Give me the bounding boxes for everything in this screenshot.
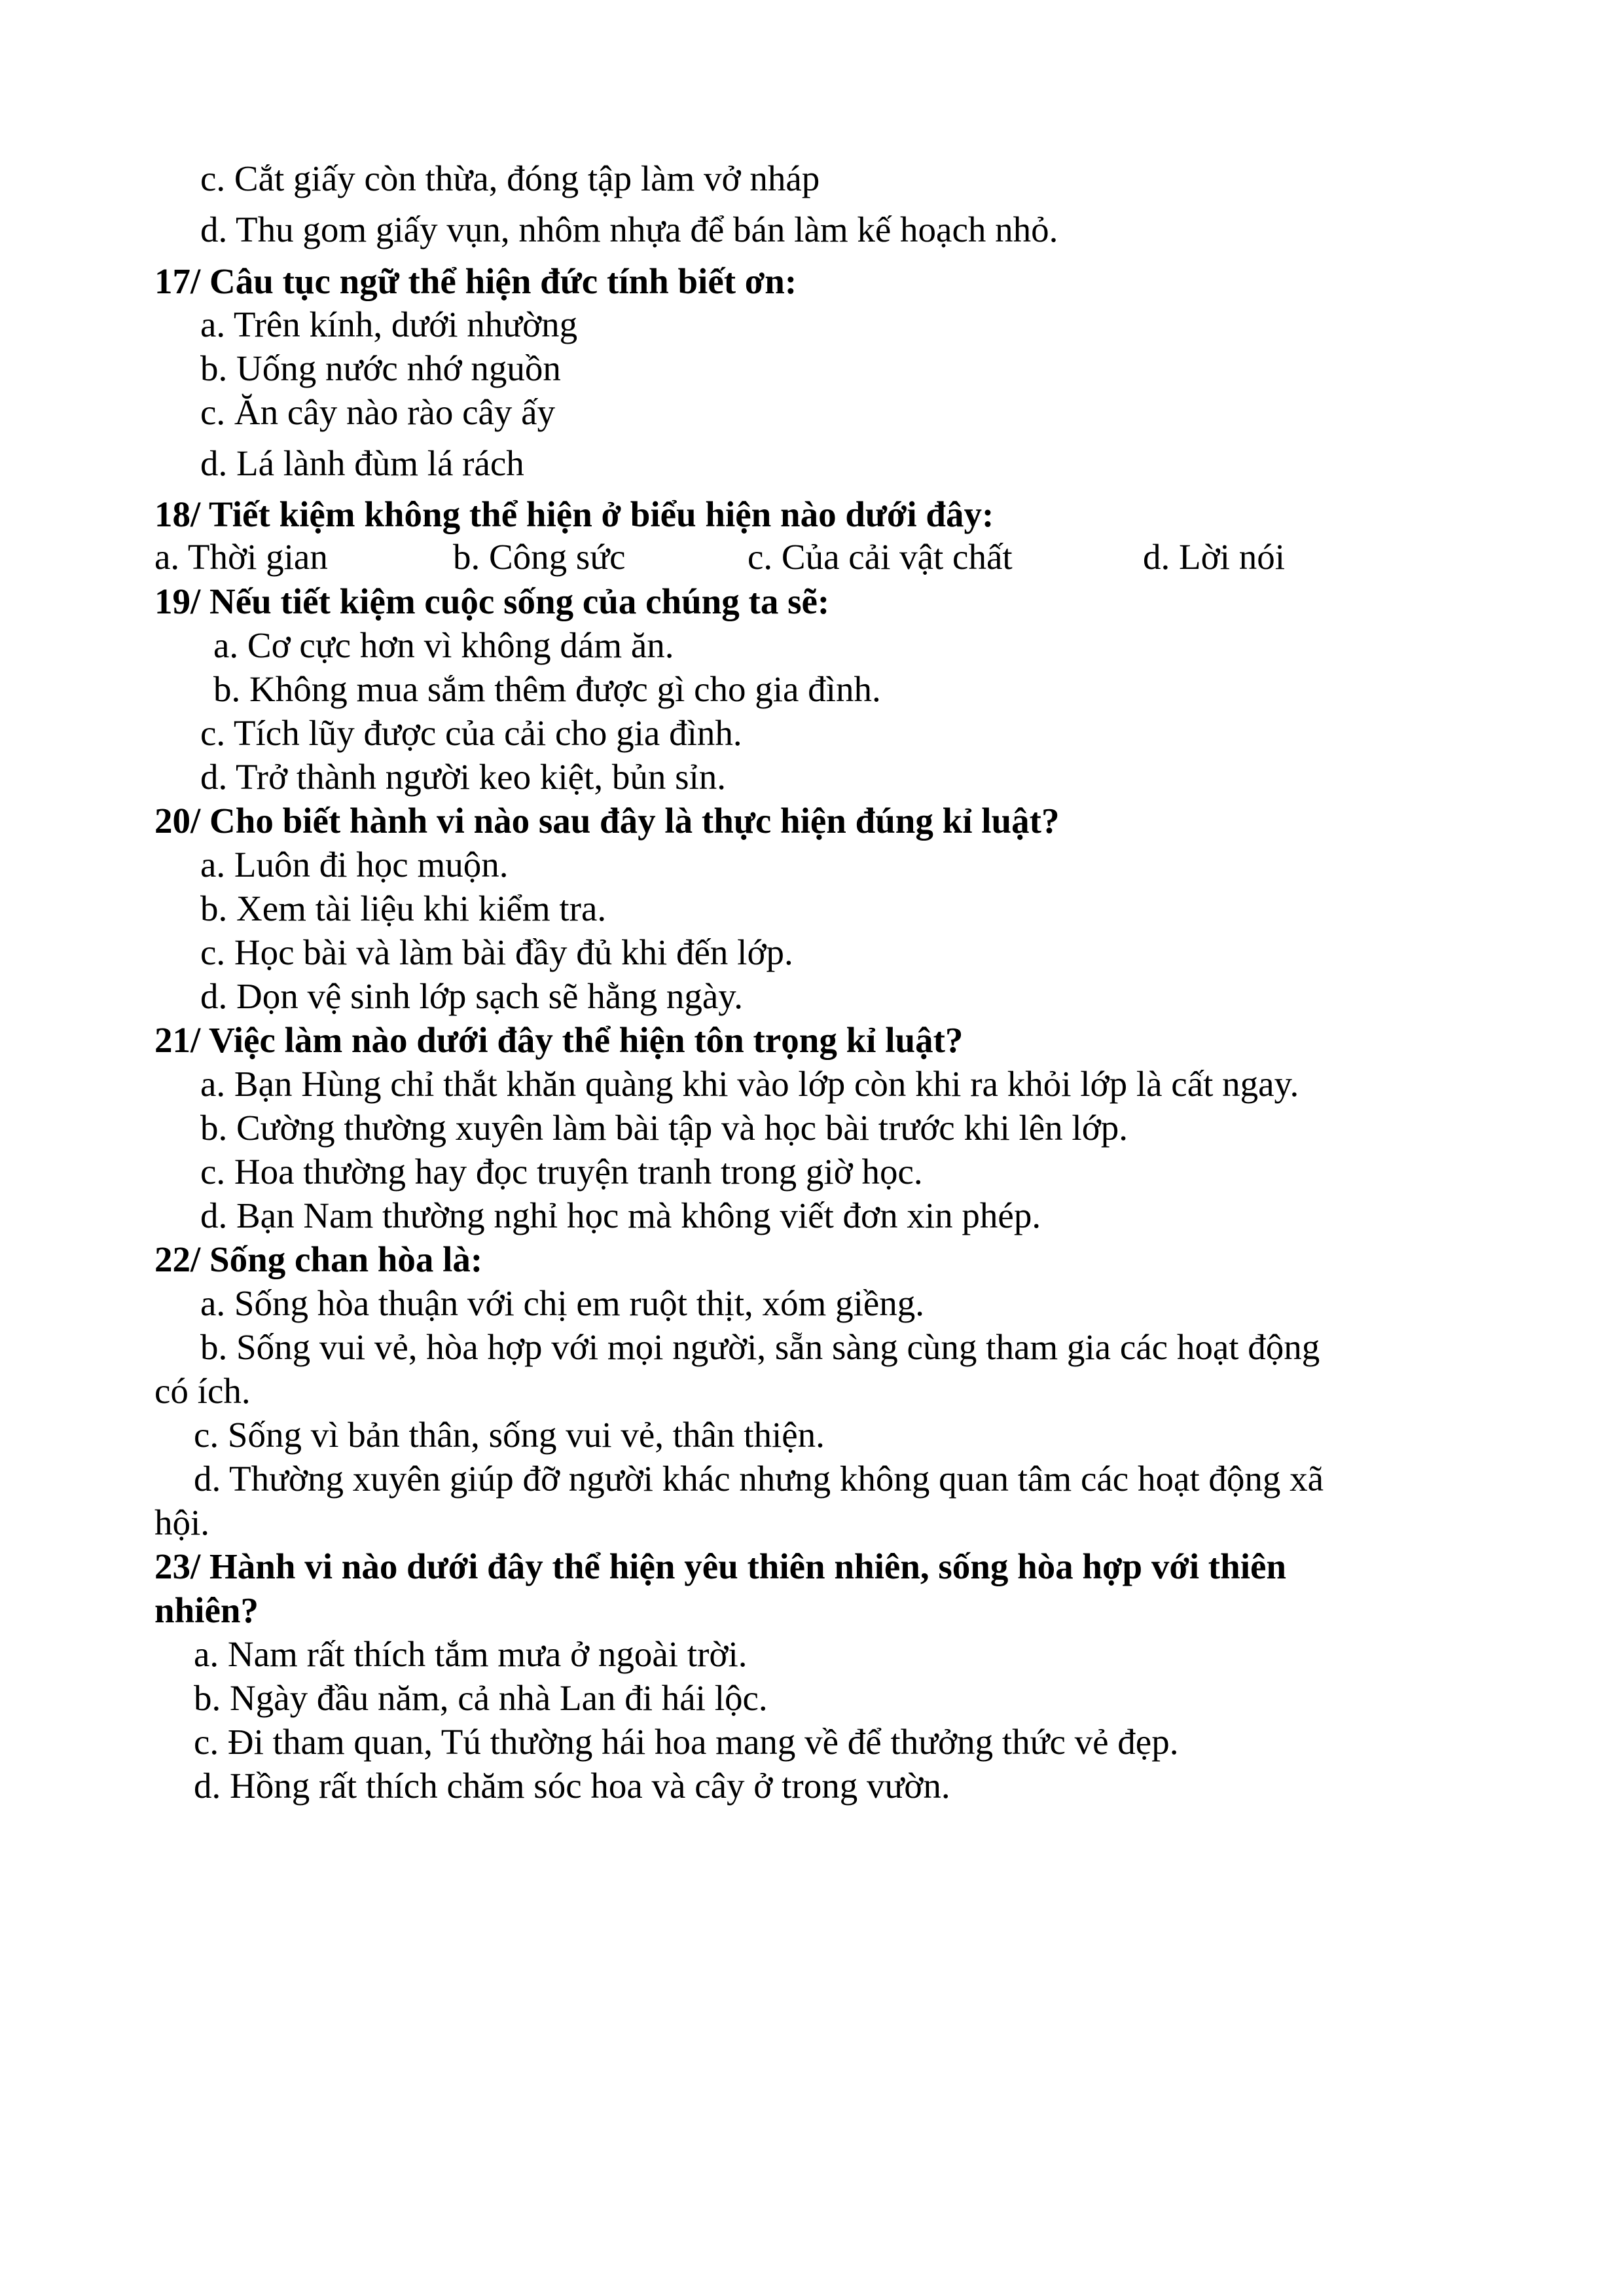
q22-option-d-continued: hội. <box>154 1503 210 1542</box>
q21-option-a: a. Bạn Hùng chỉ thắt khăn quàng khi vào lớp còn khi ra khỏi lớp là cất ngay. <box>200 1064 1299 1104</box>
q23-option-d: d. Hồng rất thích chăm sóc hoa và cây ở trong vườn. <box>194 1766 950 1806</box>
q20-option-a: a. Luôn đi học muộn. <box>200 845 509 884</box>
q18-option-d: d. Lời nói <box>1143 537 1285 577</box>
q20-option-d: d. Dọn vệ sinh lớp sạch sẽ hằng ngày. <box>200 976 743 1016</box>
q23-option-a: a. Nam rất thích tắm mưa ở ngoài trời. <box>194 1634 748 1674</box>
q20-option-b: b. Xem tài liệu khi kiểm tra. <box>200 888 607 928</box>
q17-option-a: a. Trên kính, dưới nhường <box>200 304 578 344</box>
q17-option-c: c. Ăn cây nào rào cây ấy <box>200 392 556 432</box>
q21-option-c: c. Hoa thường hay đọc truyện tranh trong giờ học. <box>200 1152 923 1192</box>
q23-option-c: c. Đi tham quan, Tú thường hái hoa mang về để thưởng thức vẻ đẹp. <box>194 1722 1179 1762</box>
q19-option-c: c. Tích lũy được của cải cho gia đình. <box>200 713 742 753</box>
q22-option-d: d. Thường xuyên giúp đỡ người khác nhưng không quan tâm các hoạt động xã <box>194 1459 1324 1499</box>
q21-option-b: b. Cường thường xuyên làm bài tập và học bài trước khi lên lớp. <box>200 1108 1128 1148</box>
q17-option-b: b. Uống nước nhớ nguồn <box>200 348 561 388</box>
q18-option-c: c. Của cải vật chất <box>748 537 1013 577</box>
question-19-title: 19/ Nếu tiết kiệm cuộc sống của chúng ta sẽ: <box>154 581 830 621</box>
question-17-title: 17/ Câu tục ngữ thể hiện đức tính biết ơn: <box>154 261 797 301</box>
q19-option-b: b. Không mua sắm thêm được gì cho gia đình. <box>213 669 881 709</box>
q18-option-a: a. Thời gian <box>154 537 328 577</box>
q18-option-b: b. Công sức <box>453 537 626 577</box>
q17-option-d: d. Lá lành đùm lá rách <box>200 443 524 483</box>
q22-option-b-continued: có ích. <box>154 1371 251 1411</box>
q16-option-c: c. Cắt giấy còn thừa, đóng tập làm vở nháp <box>200 158 820 198</box>
q16-option-d: d. Thu gom giấy vụn, nhôm nhựa để bán làm kế hoạch nhỏ. <box>200 210 1058 249</box>
question-23-title-continued: nhiên? <box>154 1590 259 1630</box>
q22-option-a: a. Sống hòa thuận với chị em ruột thịt, xóm giềng. <box>200 1283 925 1323</box>
q21-option-d: d. Bạn Nam thường nghỉ học mà không viết đơn xin phép. <box>200 1195 1041 1235</box>
question-21-title: 21/ Việc làm nào dưới đây thể hiện tôn trọng kỉ luật? <box>154 1020 964 1060</box>
q23-option-b: b. Ngày đầu năm, cả nhà Lan đi hái lộc. <box>194 1678 768 1718</box>
q22-option-b: b. Sống vui vẻ, hòa hợp với mọi người, sẵn sàng cùng tham gia các hoạt động <box>200 1327 1320 1367</box>
question-23-title: 23/ Hành vi nào dưới đây thể hiện yêu thiên nhiên, sống hòa hợp với thiên <box>154 1546 1286 1586</box>
q20-option-c: c. Học bài và làm bài đầy đủ khi đến lớp. <box>200 932 793 972</box>
question-20-title: 20/ Cho biết hành vi nào sau đây là thực hiện đúng kỉ luật? <box>154 801 1060 841</box>
question-22-title: 22/ Sống chan hòa là: <box>154 1239 483 1279</box>
q22-option-c: c. Sống vì bản thân, sống vui vẻ, thân thiện. <box>194 1415 825 1455</box>
q19-option-d: d. Trở thành người keo kiệt, bủn sỉn. <box>200 757 727 797</box>
q19-option-a: a. Cơ cực hơn vì không dám ăn. <box>213 625 674 665</box>
question-18-title: 18/ Tiết kiệm không thể hiện ở biểu hiện nào dưới đây: <box>154 494 994 534</box>
